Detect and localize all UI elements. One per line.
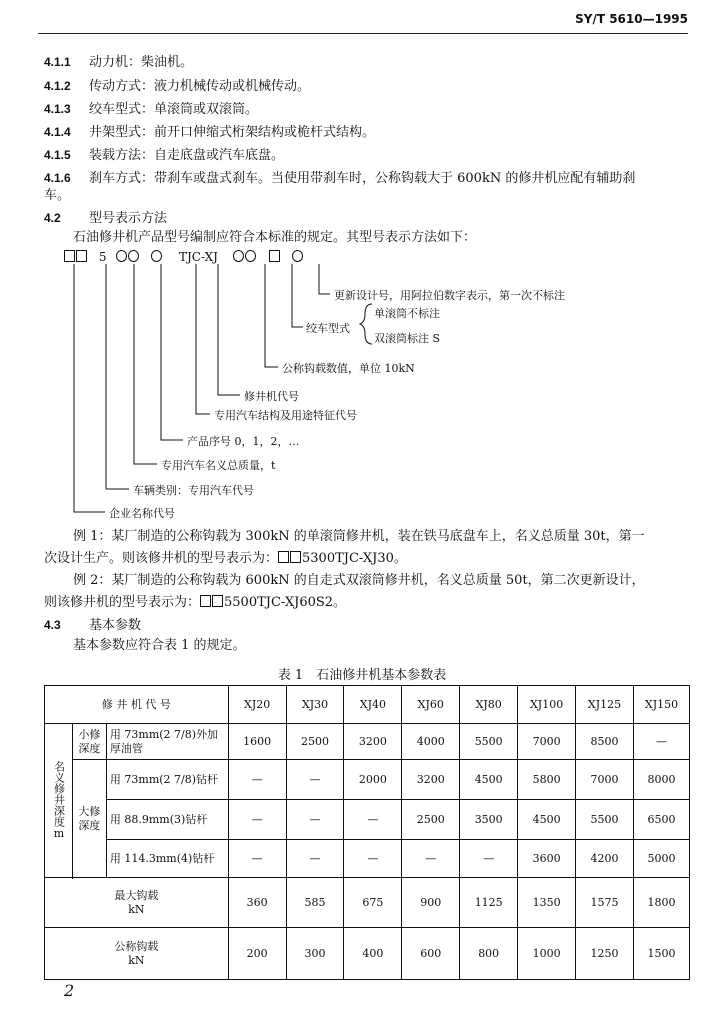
serial-circle [151, 250, 162, 262]
cell: — [344, 800, 402, 840]
line-mass [134, 264, 157, 464]
cell: 400 [344, 928, 402, 980]
column-header: XJ125 [576, 686, 634, 724]
cell: — [402, 840, 460, 878]
cell: 1350 [518, 878, 576, 928]
cell: 7000 [518, 724, 576, 760]
row-label: 用 73mm(2 7/8)外加厚油管 [106, 724, 228, 760]
clause-4-1-6-cont: 车。 [44, 188, 71, 203]
label-category: 车辆类别：专用汽车代号 [133, 484, 254, 497]
cell: 675 [344, 878, 402, 928]
cell: — [460, 840, 518, 878]
row-label: 用 73mm(2 7/8)钻杆 [106, 760, 228, 800]
line-category [106, 264, 129, 489]
cell: 2000 [344, 760, 402, 800]
example-2-line-1: 例 2：某厂制造的公称钩载为 600kN 的自走式双滚筒修井机，名义总质量 50t，第二次更新设计， [73, 573, 645, 588]
table-row [45, 840, 690, 878]
nominal-load-label [45, 928, 229, 980]
clause-text: 动力机：柴油机。 [89, 55, 194, 70]
clause-4-1-2 [44, 76, 310, 97]
section-4-2-intro: 石油修井机产品型号编制应符合本标准的规定。其型号表示方法如下： [73, 230, 477, 245]
cell: 4000 [402, 724, 460, 760]
example-1-prefix: 次设计生产。则该修井机的型号表示为： [44, 551, 279, 566]
parameter-table [44, 685, 690, 980]
line-code [218, 264, 240, 395]
winch-box [269, 250, 280, 262]
label-winch: 绞车型式 [306, 322, 350, 335]
max-load-label-2: kN [128, 902, 145, 916]
example-2-line-2 [44, 593, 346, 613]
example-1-line-1: 例 1：某厂制造的公称钩载为 300kN 的单滚筒修井机，装在铁马底盘车上，名义总质量 30t，第一 [73, 529, 645, 544]
clause-number: 4.1.5 [44, 148, 71, 162]
column-header: XJ60 [402, 686, 460, 724]
cell: 600 [402, 928, 460, 980]
load-circle-2 [245, 250, 256, 262]
label-single: 单滚筒不标注 [374, 307, 440, 320]
section-title: 基本参数 [89, 618, 142, 633]
label-double: 双滚筒标注 S [374, 332, 441, 345]
label-company: 企业名称代号 [109, 507, 175, 520]
cell: 4500 [460, 760, 518, 800]
cell: 1500 [633, 928, 689, 980]
cell: 200 [228, 928, 286, 980]
column-header: XJ80 [460, 686, 518, 724]
section-number: 4.3 [44, 618, 61, 632]
label-load: 公称钩载数值，单位 10kN [282, 362, 415, 375]
category-digit: 5 [98, 250, 107, 264]
cell: 3200 [344, 724, 402, 760]
clause-4-1-4 [44, 122, 375, 143]
label-special: 专用汽车结构及用途特征代号 [214, 409, 357, 422]
table-title: 表 1 石油修井机基本参数表 [277, 668, 447, 683]
cell: 5000 [633, 840, 689, 878]
cell: 585 [286, 878, 344, 928]
cell: 3500 [460, 800, 518, 840]
clause-text: 刹车方式：带刹车或盘式刹车。当使用带刹车时，公称钩载大于 600kN 的修井机应配有辅助刹 [89, 171, 636, 186]
line-update [319, 264, 330, 294]
cell: 2500 [286, 724, 344, 760]
cell: 5500 [576, 800, 634, 840]
table-row-max-load [45, 878, 690, 928]
cell: 8000 [633, 760, 689, 800]
cell: 6500 [633, 800, 689, 840]
cell: 1250 [576, 928, 634, 980]
cell: 300 [286, 928, 344, 980]
cell: — [228, 760, 286, 800]
example-2-code: 5500TJC-XJ60S2。 [224, 595, 347, 610]
clause-4-1-3 [44, 99, 258, 120]
column-header: XJ100 [518, 686, 576, 724]
label-update: 更新设计号，用阿拉伯数字表示，第一次不标注 [334, 289, 565, 302]
special-code: TJC-XJ [178, 250, 218, 264]
company-box [212, 595, 223, 607]
cell: 1575 [576, 878, 634, 928]
column-header: XJ150 [633, 686, 689, 724]
clause-text: 绞车型式：单滚筒或双滚筒。 [89, 102, 259, 117]
max-load-label [45, 878, 229, 928]
example-2-prefix: 则该修井机的型号表示为： [44, 595, 201, 610]
large-group-label: 大修深度 [72, 760, 106, 878]
clause-4-1-5 [44, 145, 284, 166]
cell: — [286, 840, 344, 878]
column-header: XJ20 [228, 686, 286, 724]
cell: 360 [228, 878, 286, 928]
cell: 5500 [460, 724, 518, 760]
example-1-line-2 [44, 549, 407, 569]
nominal-load-label-2: kN [128, 953, 145, 967]
cell: 800 [460, 928, 518, 980]
cell: — [228, 800, 286, 840]
row-label: 用 88.9mm(3)钻杆 [106, 800, 228, 840]
mass-circle-1 [116, 250, 127, 262]
clause-text: 井架型式：前开口伸缩式桁架结构或桅杆式结构。 [89, 125, 376, 140]
cell: 7000 [576, 760, 634, 800]
clause-4-1-6 [44, 168, 635, 189]
cell: 1600 [228, 724, 286, 760]
company-box-1 [64, 250, 75, 262]
table-row [45, 724, 690, 760]
clause-number: 4.1.3 [44, 102, 71, 116]
cell: 900 [402, 878, 460, 928]
column-header: XJ30 [286, 686, 344, 724]
line-load [265, 264, 278, 367]
update-circle [292, 250, 303, 262]
table-row-nominal-load [45, 928, 690, 980]
clause-text: 传动方式：液力机械传动或机械传动。 [89, 79, 311, 94]
cell: 1000 [518, 928, 576, 980]
column-header: XJ40 [344, 686, 402, 724]
example-1-code: 5300TJC-XJ30。 [302, 551, 407, 566]
clause-4-1-1 [44, 52, 193, 73]
line-company [74, 264, 105, 512]
section-4-3-text: 基本参数应符合表 1 的规定。 [73, 638, 246, 653]
cell: 4200 [576, 840, 634, 878]
cell: — [633, 724, 689, 760]
page-number: 2 [64, 981, 75, 1000]
row-label: 用 114.3mm(4)钻杆 [106, 840, 228, 878]
cell: — [228, 840, 286, 878]
line-special [196, 264, 210, 414]
small-group-label: 小修深度 [72, 724, 106, 760]
max-load-label-1: 最大钩载 [114, 888, 159, 902]
section-4-2-heading [44, 208, 167, 229]
label-mass: 专用汽车名义总质量，t [161, 459, 276, 472]
line-serial [161, 264, 183, 440]
winch-brace [360, 304, 372, 344]
clause-number: 4.1.2 [44, 79, 71, 93]
cell: 3600 [518, 840, 576, 878]
section-title: 型号表示方法 [89, 211, 168, 226]
line-winch [292, 264, 303, 327]
standard-code: SY/T 5610—1995 [575, 12, 688, 26]
label-code: 修井机代号 [244, 390, 299, 403]
clause-number: 4.1.1 [44, 55, 71, 69]
cell: — [344, 840, 402, 878]
cell: 1800 [633, 878, 689, 928]
cell: 3200 [402, 760, 460, 800]
cell: 5800 [518, 760, 576, 800]
load-circle-1 [233, 250, 244, 262]
depth-group-label: 名义修井深度m [45, 724, 73, 878]
cell: 4500 [518, 800, 576, 840]
company-box-2 [76, 250, 87, 262]
cell: 8500 [576, 724, 634, 760]
table-row [45, 800, 690, 840]
table-row [45, 760, 690, 800]
nominal-load-label-1: 公称钩载 [114, 939, 159, 953]
mass-circle-2 [128, 250, 139, 262]
header-rule [38, 33, 688, 34]
cell: — [286, 760, 344, 800]
clause-number: 4.1.6 [44, 171, 71, 185]
section-number: 4.2 [44, 211, 61, 225]
company-box [290, 551, 301, 563]
cell: 2500 [402, 800, 460, 840]
company-box [278, 551, 289, 563]
table-header-row [45, 686, 690, 724]
label-serial: 产品序号 0，1，2，… [187, 435, 300, 448]
cell: 1125 [460, 878, 518, 928]
header-label: 修 井 机 代 号 [45, 686, 229, 724]
clause-text: 装载方法：自走底盘或汽车底盘。 [89, 148, 285, 163]
company-box [200, 595, 211, 607]
clause-number: 4.1.4 [44, 125, 71, 139]
section-4-3-heading [44, 615, 141, 636]
cell: — [286, 800, 344, 840]
